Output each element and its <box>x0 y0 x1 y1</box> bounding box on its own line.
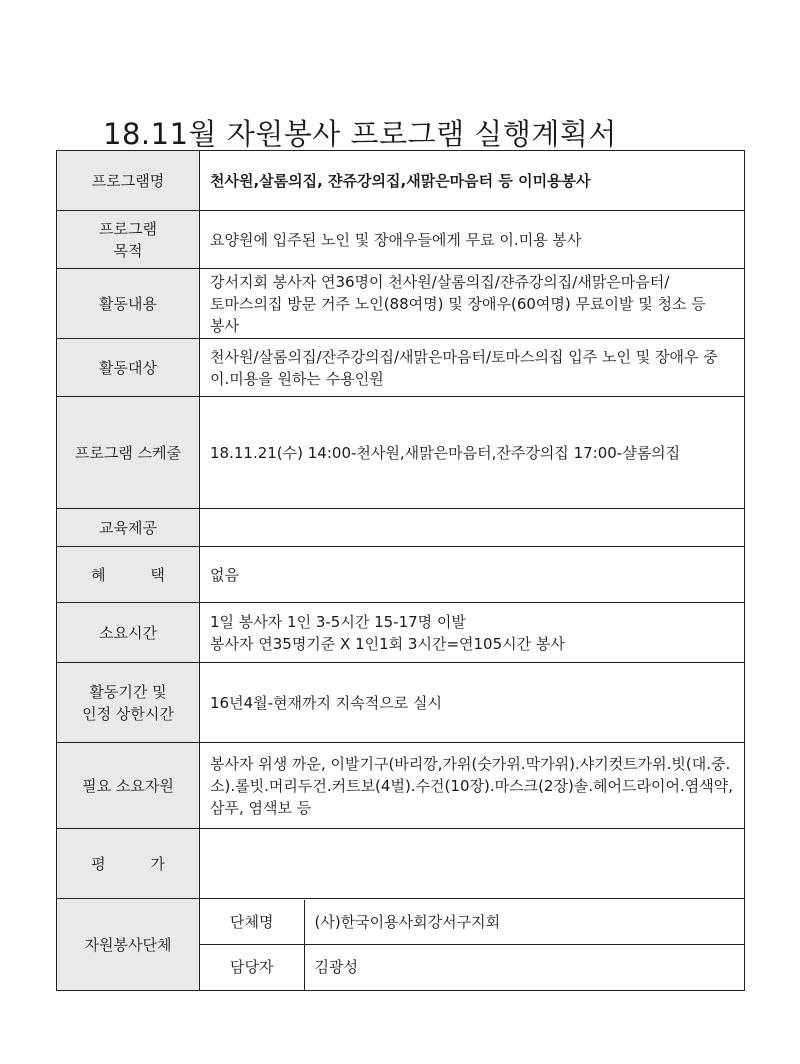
activity-period-label-line2: 인정 상한시간 <box>82 704 174 723</box>
program-purpose-value: 요양원에 입주된 노인 및 장애우들에게 무료 이.미용 봉사 <box>200 211 745 269</box>
program-name-label: 프로그램명 <box>57 151 200 211</box>
activity-content-value: 강서지회 봉사자 연36명이 천사원/살롬의집/쟌쥬강의집/새맑은마음터/토마스의집 방문 거주 노인(88여명) 및 장애우(60여명) 무료이발 및 청소 등 봉사 <box>200 269 745 339</box>
row-education <box>57 509 745 547</box>
org-name-label: 단체명 <box>200 900 304 945</box>
required-time-line2: 봉사자 연35명기준 X 1인1회 3시간=연105시간 봉사 <box>210 634 565 653</box>
required-resources-value: 봉사자 위생 까운, 이발기구(바리깡,가위(숫가위.막가위).샤기컷트가위.빗(대.중.소).롤빗.머리두건.커트보(4벌).수건(10장).마스크(2장)솔.헤어드라이어.염색약, 삼푸, 염색보 등 <box>200 743 745 829</box>
row-activity-period <box>57 663 745 743</box>
education-value <box>200 509 745 547</box>
education-label: 교육제공 <box>57 509 200 547</box>
required-resources-label: 필요 소요자원 <box>57 743 200 829</box>
row-activity-content <box>57 269 745 339</box>
evaluation-value <box>200 829 745 899</box>
program-purpose-label-line2: 목적 <box>113 241 143 260</box>
row-volunteer-org <box>57 899 745 991</box>
volunteer-org-label: 자원봉사단체 <box>57 899 200 991</box>
required-time-label: 소요시간 <box>57 603 200 663</box>
row-program-name <box>57 151 745 211</box>
row-required-resources <box>57 743 745 829</box>
program-purpose-label-line1: 프로그램 <box>99 219 157 238</box>
manager-row <box>200 945 744 990</box>
activity-content-label: 활동내용 <box>57 269 200 339</box>
org-name-value: (사)한국이용사회강서구지회 <box>304 900 744 945</box>
row-program-schedule <box>57 397 745 509</box>
activity-period-value: 16년4월-현재까지 지속적으로 실시 <box>200 663 745 743</box>
benefit-value: 없음 <box>200 547 745 603</box>
program-schedule-label: 프로그램 스케줄 <box>57 397 200 509</box>
volunteer-org-inner-table <box>200 900 744 990</box>
manager-label: 담당자 <box>200 945 304 990</box>
program-purpose-label <box>57 211 200 269</box>
required-time-value <box>200 603 745 663</box>
activity-target-value: 천사원/살롬의집/잔주강의집/새맑은마음터/토마스의집 입주 노인 및 장애우 중 이.미용을 원하는 수용인원 <box>200 339 745 397</box>
activity-period-label-line1: 활동기간 및 <box>89 682 167 701</box>
manager-value: 김광성 <box>314 958 358 977</box>
row-evaluation <box>57 829 745 899</box>
org-name-row <box>200 900 744 945</box>
row-activity-target <box>57 339 745 397</box>
activity-target-label: 활동대상 <box>57 339 200 397</box>
program-schedule-value: 18.11.21(수) 14:00-천사원,새맑은마음터,잔주강의집 17:00-샬롬의집 <box>200 397 745 509</box>
volunteer-org-cell <box>200 899 745 991</box>
row-program-purpose <box>57 211 745 269</box>
document-title: 18.11월 자원봉사 프로그램 실행계획서 <box>103 117 617 151</box>
program-name-value: 천사원,살롬의집, 쟌쥬강의집,새맑은마음터 등 이미용봉사 <box>200 151 745 211</box>
row-required-time <box>57 603 745 663</box>
required-time-line1: 1일 봉사자 1인 3-5시간 15-17명 이발 <box>210 612 466 631</box>
row-benefit <box>57 547 745 603</box>
activity-period-label <box>57 663 200 743</box>
evaluation-label: 평 가 <box>57 829 200 899</box>
benefit-label: 혜 택 <box>57 547 200 603</box>
plan-form-table <box>56 150 745 991</box>
